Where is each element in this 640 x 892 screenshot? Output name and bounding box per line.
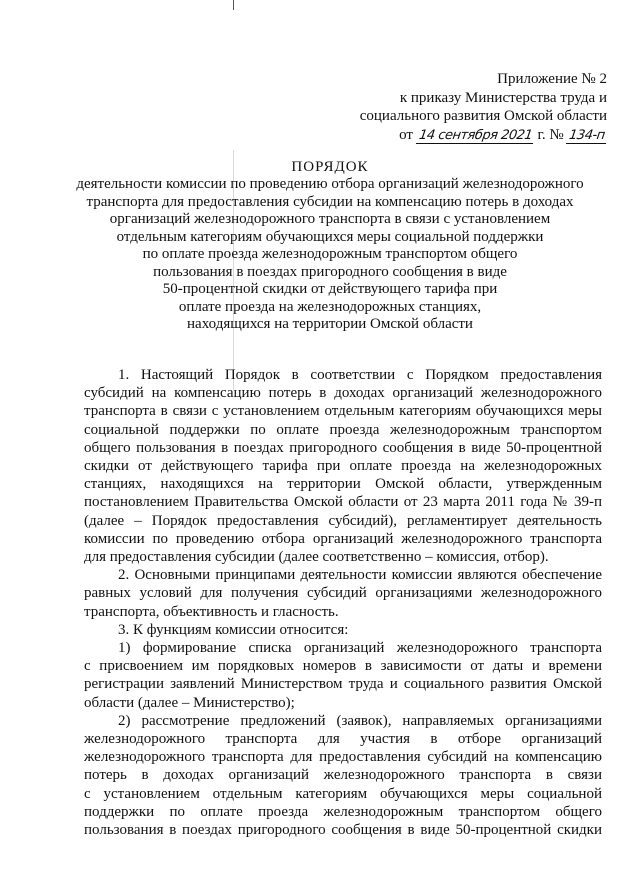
- paragraph-line: 2. Основными принципами деятельности комиссии являются обеспечение: [118, 567, 602, 584]
- subtitle-line: пользования в поездах пригородного сообщения в виде: [153, 263, 507, 280]
- date-prefix: от: [399, 126, 413, 143]
- paragraph-line: равных условий для получения субсидий организациями железнодорожного: [84, 585, 602, 602]
- paragraph-line: поддержки по оплате проезда железнодорожным транспортом общего: [84, 803, 602, 820]
- appendix-header: [287, 70, 607, 144]
- paragraph-line: станциях, находящихся на территории Омской области, утвержденным: [84, 476, 602, 493]
- paragraph-line: железнодорожного транспорта для предоставления субсидий на компенсацию: [84, 749, 602, 766]
- paragraph: [84, 566, 602, 621]
- paragraph-line: социальной поддержки по оплате проезда железнодорожным транспортом: [84, 421, 602, 438]
- paragraph-line: транспорта, объективность и гласность.: [84, 603, 339, 620]
- paragraph-line: области (далее – Министерство);: [84, 694, 295, 711]
- paragraph-line: железнодорожного транспорта для участия в отборе организаций: [84, 731, 602, 748]
- paragraph: [84, 712, 602, 839]
- paragraph-line: 2) рассмотрение предложений (заявок), направляемых организациями: [118, 712, 602, 729]
- paragraph-line: с присвоением им порядковых номеров в зависимости от даты и времени: [84, 658, 602, 675]
- paragraph-line: (далее – Порядок предоставления субсидий), регламентирует деятельность: [84, 512, 602, 529]
- appendix-order-ref: к приказу Министерства труда и: [399, 89, 607, 106]
- paragraph-line: с установлением отдельным категориям обучающихся меры социальной: [84, 785, 602, 802]
- subtitle-line: транспорта для предоставления субсидии на компенсацию потерь в доходах: [86, 193, 574, 210]
- paragraph-line: постановлением Правительства Омской области от 23 марта 2011 года № 39-п: [84, 494, 602, 511]
- document-body: [84, 366, 602, 839]
- subtitle-line: находящихся на территории Омской области: [187, 316, 473, 332]
- fold-mark: [233, 0, 234, 10]
- paragraph-line: для предоставления субсидии (далее соответственно – комиссия, отбор).: [84, 549, 549, 566]
- subtitle-line: 50-процентной скидки от действующего тарифа при: [162, 281, 498, 297]
- paragraph-line: транспорта в связи с установлением отдельным категориям обучающихся меры: [84, 403, 602, 420]
- subtitle-line: отдельным категориям обучающихся меры социальной поддержки: [116, 228, 544, 245]
- paragraph-line: потерь в доходах организаций железнодорожного транспорта в связи: [84, 767, 602, 784]
- subtitle-line: по оплате проезда железнодорожным транспортом общего: [142, 246, 518, 262]
- document-title-block: [60, 158, 600, 334]
- handwritten-number: 134-п: [566, 129, 608, 144]
- paragraph-line: субсидий на компенсацию потерь в доходах организаций железнодорожного: [84, 385, 602, 402]
- page-title: ПОРЯДОК: [291, 159, 369, 175]
- paragraph-line: скидки от действующего тарифа при оплате проезда на железнодорожных: [84, 458, 602, 475]
- paragraph-line: пользования в поездах пригородного сообщения в виде 50-процентной скидки: [84, 822, 602, 839]
- subtitle-line: деятельности комиссии по проведению отбора организаций железнодорожного: [76, 176, 584, 192]
- paragraph: [84, 639, 602, 712]
- paragraph: [84, 621, 602, 639]
- appendix-date-line: [287, 126, 607, 145]
- document-subtitle: [60, 176, 600, 334]
- handwritten-date: 14 сентября 2021: [416, 129, 535, 144]
- appendix-ministry: социального развития Омской области: [359, 108, 607, 124]
- paragraph: [84, 366, 602, 566]
- paragraph-line: общего пользования в поездах пригородного сообщения в виде 50-процентной: [84, 439, 602, 456]
- paragraph-line: комиссии по проведению отбора организаций железнодорожного транспорта: [84, 530, 602, 547]
- paragraph-line: регистрации заявлений Министерством труда и социального развития Омской: [84, 676, 602, 693]
- year-suffix: г. №: [537, 126, 564, 143]
- paragraph-line: 3. К функциям комиссии относится:: [118, 621, 349, 638]
- paragraph-line: 1. Настоящий Порядок в соответствии с Порядком предоставления: [118, 367, 602, 383]
- subtitle-line: организаций железнодорожного транспорта в связи с установлением: [109, 211, 551, 227]
- paragraph-line: 1) формирование списка организаций железнодорожного транспорта: [118, 640, 602, 657]
- appendix-number: Приложение № 2: [497, 71, 607, 87]
- subtitle-line: оплате проезда на железнодорожных станциях,: [178, 298, 482, 315]
